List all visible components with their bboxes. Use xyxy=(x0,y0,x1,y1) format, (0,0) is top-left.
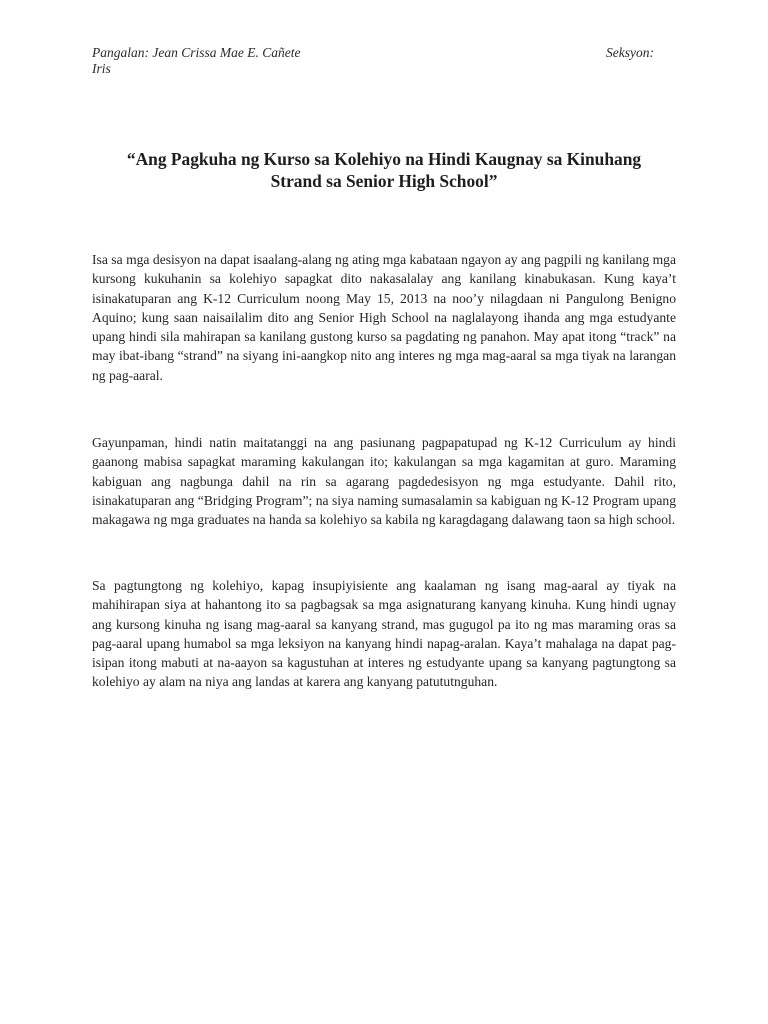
essay-title-line-1: “Ang Pagkuha ng Kurso sa Kolehiyo na Hindi Kaugnay sa Kinuhang xyxy=(126,149,642,169)
section-value: Iris xyxy=(92,61,111,76)
paragraph-2: Gayunpaman, hindi natin maitatanggi na ang pasiunang pagpapatupad ng K-12 Curriculum ay hindi gaanong mabisa sapagkat maraming kakulangan ito; kakulangan sa mga kagamitan at guro. Maraming kabiguan ang nagbunga dahil na rin sa agarang pagdedesisyon ng mga estudyante. Dahil rito, isinakatuparan ang “Bridging Program”; na siya naming sumasalamin sa kabiguan ng K-12 Program upang makagawa ng mga graduates na handa sa kolehiyo sa kabila ng karagdagang dalawang taon sa high school. xyxy=(92,435,676,528)
student-name-line: Pangalan: Jean Crissa Mae E. Cañete xyxy=(92,45,301,60)
paragraph-1: Isa sa mga desisyon na dapat isaalang-alang ng ating mga kabataan ngayon ay ang pagpili ng kanilang mga kursong kukuhanin sa kolehiyo sapagkat dito nakasalalay ang kanilang kinabukasan. Kung kaya’t isinakatuparan ang K-12 Curriculum noong May 15, 2013 na noo’y nilagdaan ni Pangulong Benigno Aquino; kung saan naisailalim dito ang Senior High School na naglalayong ihanda ang mga estudyante upang hindi sila mahirapan sa kanilang gustong kurso sa pagdating ng panahon. May apat itong “track” na may ibat-ibang “strand” na siyang ini-aangkop nito ang interes ng mga mag-aaral sa mga tiyak na larangan ng pag-aaral. xyxy=(92,252,676,383)
section-label: Seksyon: xyxy=(606,45,654,60)
paragraph-3: Sa pagtungtong ng kolehiyo, kapag insupiyisiente ang kaalaman ng isang mag-aaral ay tiyak na mahihirapan siya at hahantong ito sa pagbagsak sa mga asignaturang kanyang kinuha. Kung hindi ugnay ang kursong kinuha ng isang mag-aaral sa kanyang strand, mas gugugol pa ito ng mas maraming oras sa pag-aaral upang humabol sa mga leksiyon na kanyang hindi napag-aralan. Kaya’t mahalaga na dapat pag-isipan itong mabuti at na-aayon sa kagustuhan at interes ng estudyante upang sa kanyang pagtungtong sa kolehiyo ay alam na niya ang landas at karera ang kanyang patututnguhan. xyxy=(92,578,676,690)
essay-title xyxy=(92,148,676,192)
essay-title-line-2: Strand sa Senior High School” xyxy=(270,171,498,191)
